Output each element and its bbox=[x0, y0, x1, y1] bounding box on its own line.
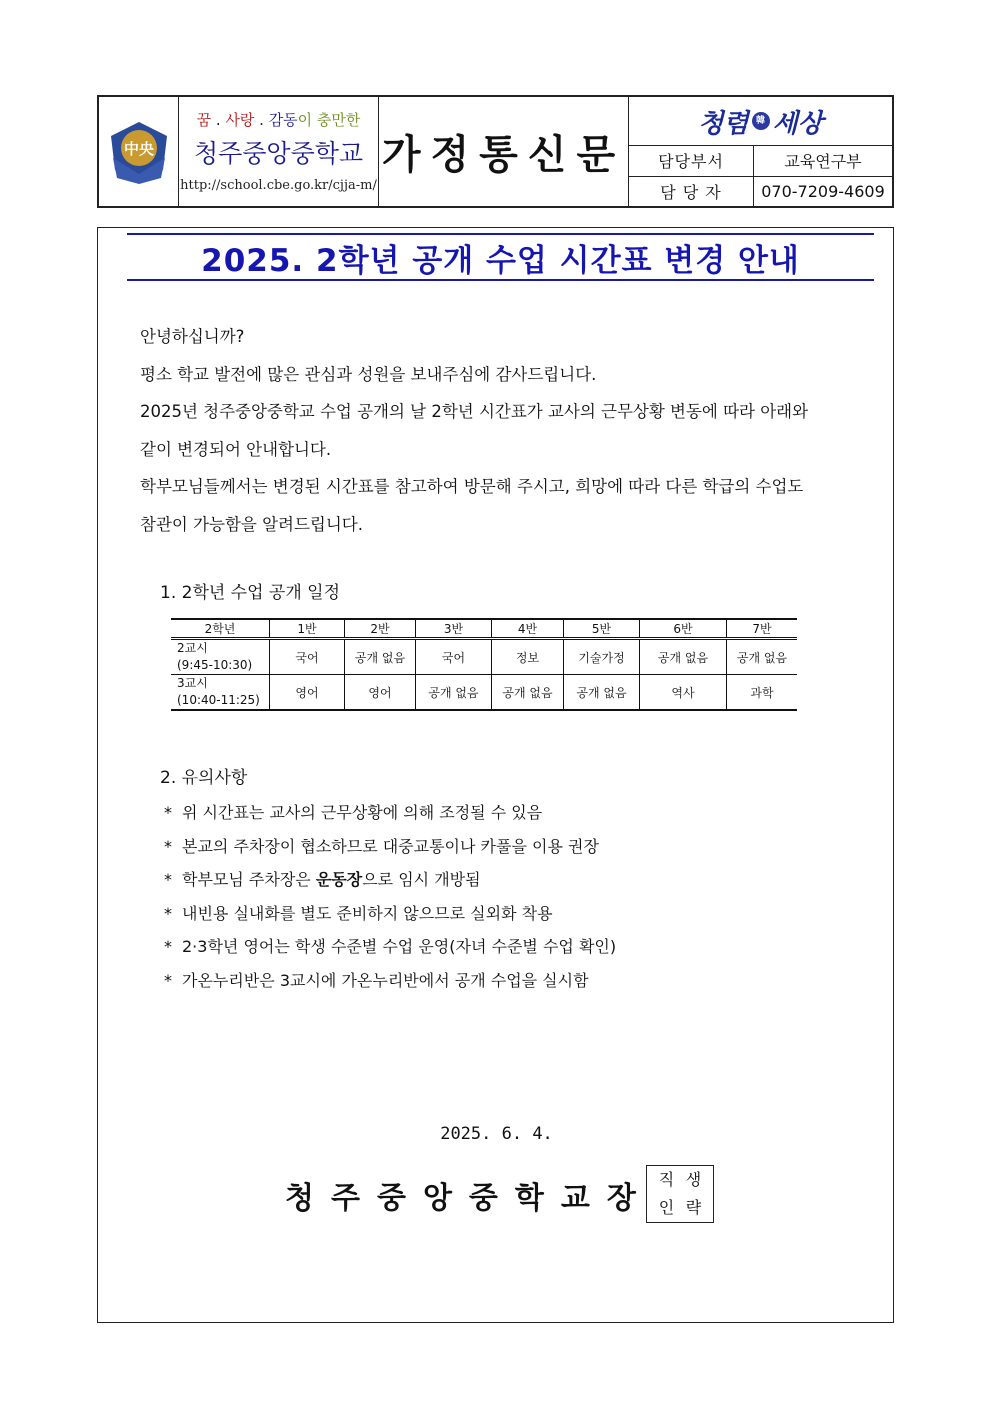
note-text: 학부모님 주차장은 bbox=[182, 870, 316, 890]
seal-char: 직 bbox=[658, 1170, 675, 1189]
table-header: 2학년 bbox=[171, 619, 270, 639]
list-item bbox=[164, 830, 616, 864]
table-cell: 영어 bbox=[345, 675, 416, 711]
school-emblem-icon bbox=[105, 118, 173, 186]
newsletter-header bbox=[97, 95, 894, 208]
note-emphasis: 운동장 bbox=[315, 870, 363, 890]
doc-title: 가정통신문 bbox=[381, 132, 626, 178]
motto-love: 사랑 bbox=[225, 111, 255, 129]
table-cell: 정보 bbox=[492, 639, 564, 675]
section-title-schedule: 1. 2학년 수업 공개 일정 bbox=[160, 583, 341, 603]
table-cell: 국어 bbox=[270, 639, 345, 675]
table-header: 1반 bbox=[270, 619, 345, 639]
contact-label: 담 당 자 bbox=[629, 177, 754, 207]
motto-dream: 꿈 bbox=[196, 111, 212, 129]
table-header: 6반 bbox=[640, 619, 727, 639]
school-motto bbox=[179, 109, 378, 130]
motto-impress: 감동 bbox=[268, 111, 298, 129]
bullet-star: * bbox=[164, 903, 172, 923]
period-time: (10:40-11:25) bbox=[177, 693, 260, 707]
schedule-table bbox=[171, 618, 797, 711]
body-line: 참관이 가능함을 알려드립니다. bbox=[140, 514, 363, 534]
note-text: 본교의 주차장이 협소하므로 대중교통이나 카풀을 이용 권장 bbox=[182, 836, 599, 856]
table-cell: 공개 없음 bbox=[564, 675, 640, 711]
bullet-star: * bbox=[164, 836, 172, 856]
table-row bbox=[171, 675, 797, 711]
list-item bbox=[164, 930, 616, 964]
issue-date: 2025. 6. 4. bbox=[440, 1124, 553, 1144]
dept-label: 담당부서 bbox=[629, 146, 754, 176]
seal-char: 략 bbox=[685, 1198, 702, 1217]
table-header: 7반 bbox=[727, 619, 798, 639]
notice-body bbox=[97, 227, 894, 1323]
slogan-right: 세상 bbox=[772, 108, 823, 139]
table-header: 2반 bbox=[345, 619, 416, 639]
table-cell: 공개 없음 bbox=[492, 675, 564, 711]
body-line: 학부모님들께서는 변경된 시간표를 참고하여 방문해 주시고, 희망에 따라 다른 학급의 수업도 bbox=[140, 477, 804, 496]
period-label: 2교시 bbox=[177, 641, 208, 655]
emblem-text: 中央 bbox=[123, 139, 154, 158]
body-line: 2025년 청주중앙중학교 수업 공개의 날 2학년 시간표가 교사의 근무상황 변동에 따라 아래와 bbox=[140, 402, 809, 421]
bullet-star: * bbox=[164, 803, 172, 822]
table-cell: 과학 bbox=[727, 675, 798, 711]
table-cell: 공개 없음 bbox=[727, 639, 798, 675]
note-text: 위 시간표는 교사의 근무상황에 의해 조정될 수 있음 bbox=[182, 803, 543, 822]
table-header: 3반 bbox=[416, 619, 492, 639]
seal-char: 인 bbox=[658, 1198, 675, 1217]
motto-sep: . bbox=[254, 111, 269, 129]
table-row bbox=[171, 639, 797, 675]
period-cell bbox=[171, 675, 270, 711]
table-cell: 공개 없음 bbox=[345, 639, 416, 675]
note-text: 가온누리반은 3교시에 가온누리반에서 공개 수업을 실시함 bbox=[182, 970, 589, 990]
table-cell: 역사 bbox=[640, 675, 727, 711]
period-cell bbox=[171, 639, 270, 675]
notice-title: 2025. 2학년 공개 수업 시간표 변경 안내 bbox=[201, 242, 800, 279]
table-cell: 영어 bbox=[270, 675, 345, 711]
bullet-star: * bbox=[164, 970, 172, 990]
table-cell: 공개 없음 bbox=[640, 639, 727, 675]
body-line: 같이 변경되어 안내합니다. bbox=[140, 439, 332, 459]
school-info-cell bbox=[179, 97, 379, 206]
note-text: 2·3학년 영어는 학생 수준별 수업 운영(자녀 수준별 수업 확인) bbox=[182, 937, 617, 957]
period-label: 3교시 bbox=[177, 676, 208, 690]
greeting-paragraph bbox=[140, 318, 860, 543]
list-item bbox=[164, 796, 616, 830]
motto-sep: . bbox=[211, 111, 226, 129]
table-cell: 기술가정 bbox=[564, 639, 640, 675]
bullet-star: * bbox=[164, 870, 172, 890]
list-item bbox=[164, 897, 616, 931]
list-item bbox=[164, 863, 616, 897]
period-time: (9:45-10:30) bbox=[177, 658, 253, 672]
school-logo-cell bbox=[99, 97, 179, 206]
contact-row bbox=[629, 177, 892, 207]
seal-omitted-box bbox=[646, 1165, 714, 1223]
body-line: 평소 학교 발전에 많은 관심과 성원을 보내주심에 감사드립니다. bbox=[140, 364, 597, 384]
bullet-star: * bbox=[164, 937, 172, 957]
principal-signature: 청주중앙중학교장 bbox=[285, 1181, 653, 1216]
contact-phone: 070-7209-4609 bbox=[761, 181, 885, 201]
list-item bbox=[164, 964, 616, 998]
school-name: 청주중앙중학교 bbox=[193, 139, 364, 168]
doc-title-cell bbox=[379, 97, 629, 206]
slogan-left: 청렴 bbox=[698, 108, 749, 139]
notice-title-bar bbox=[127, 233, 874, 281]
dept-info-cell bbox=[629, 97, 892, 206]
school-url-link[interactable]: http://school.cbe.go.kr/cjja-m/ bbox=[180, 178, 377, 193]
note-text: 으로 임시 개방됨 bbox=[362, 870, 481, 890]
seal-char: 생 bbox=[685, 1170, 702, 1189]
dept-value: 교육연구부 bbox=[784, 152, 862, 172]
table-header: 5반 bbox=[564, 619, 640, 639]
table-header: 4반 bbox=[492, 619, 564, 639]
body-line: 안녕하십니까? bbox=[140, 327, 245, 346]
note-text: 내빈용 실내화를 별도 준비하지 않으므로 실외화 착용 bbox=[182, 903, 553, 923]
table-cell: 국어 bbox=[416, 639, 492, 675]
section-title-notes: 2. 유의사항 bbox=[160, 768, 248, 788]
slogan-emblem-icon: 韓 bbox=[752, 112, 770, 130]
motto-suffix: 이 충만한 bbox=[297, 111, 361, 129]
table-cell: 공개 없음 bbox=[416, 675, 492, 711]
dept-row bbox=[629, 146, 892, 177]
schedule-header-row bbox=[171, 619, 797, 639]
notes-list bbox=[164, 796, 616, 998]
integrity-slogan bbox=[629, 97, 892, 146]
